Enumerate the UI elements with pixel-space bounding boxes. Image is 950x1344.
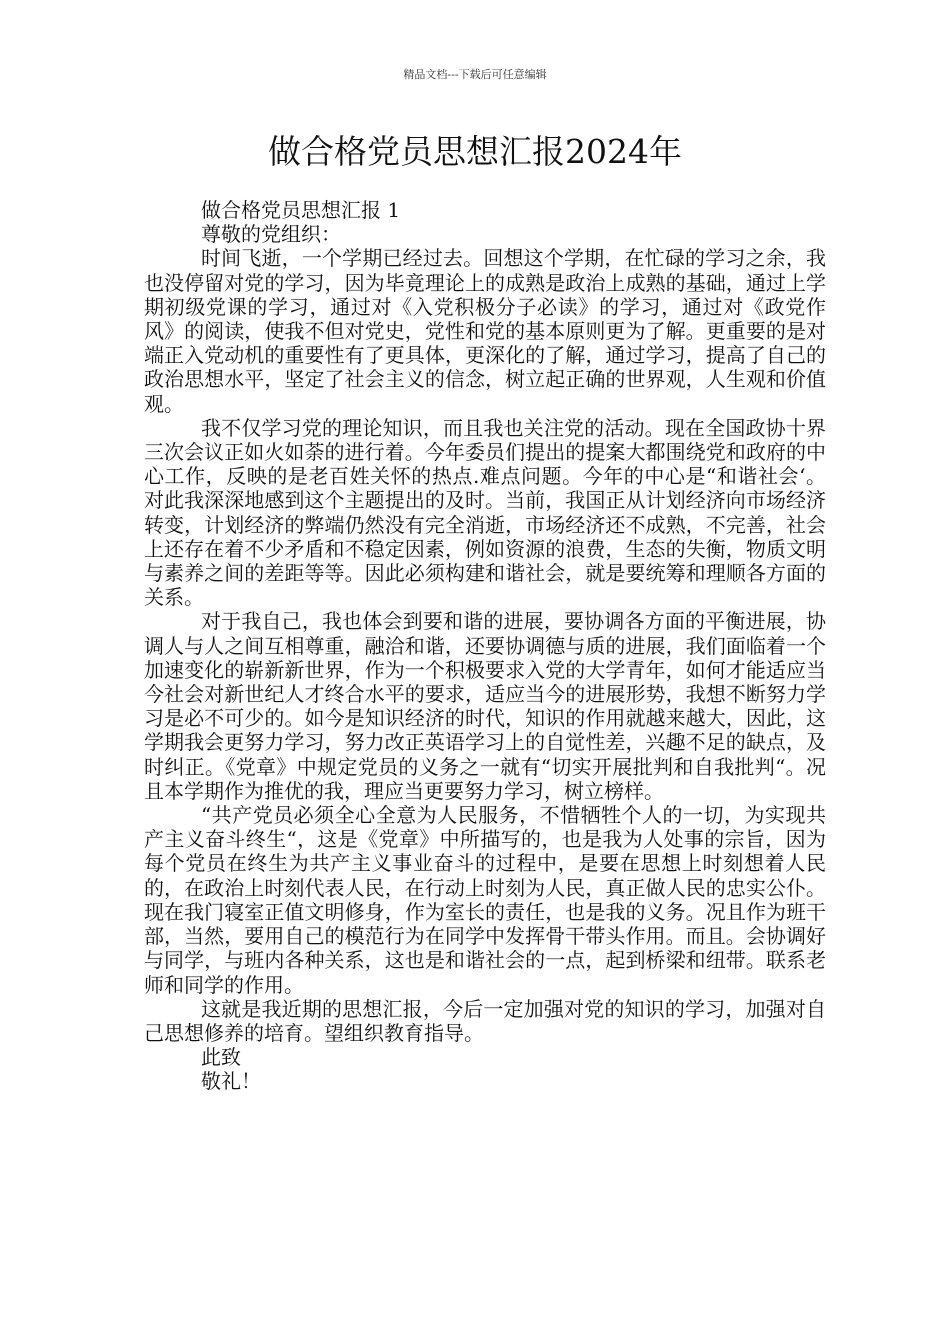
subtitle: 做合格党员思想汇报 1 [201, 198, 401, 222]
paragraph-2: 我不仅学习党的理论知识，而且我也关注党的活动。现在全国政协十界三次会议正如火如荼的进行着。今年委员们提出的提案大都围绕党和政府的中心工作，反映的是老百姓关怀的热点.难点问题。今年的中心是“和谐社会‘。对此我深深地感到这个主题提出的及时。当前，我国正从计划经济向市场经济转变，计划经济的弊端仍然没有完全消逝，市场经济还不成熟，不完善，社会上还存在着不少矛盾和不稳定因素，例如资源的浪费，生态的失衡，物质文明与素养之间的差距等等。因此必须构建和谐社会，就是要统筹和理顺各方面的关系。 [144, 415, 826, 610]
document-body [144, 198, 826, 1094]
document-title: 做合格党员思想汇报2024年 [268, 132, 682, 171]
paragraph-4: “共产党员必须全心全意为人民服务，不惜牺牲个人的一切，为实现共产主义奋斗终生“，这是《党章》中所描写的，也是我为人处事的宗旨，因为每个党员在终生为共产主义事业奋斗的过程中，是要在思想上时刻想着人民的，在政治上时刻代表人民，在行动上时刻为人民，真正做人民的忠实公仆。现在我门寝室正值文明修身，作为室长的责任，也是我的义务。况且作为班干部，当然，要用自己的模范行为在同学中发挥骨干带头作用。而且。会协调好与同学，与班内各种关系，这也是和谐社会的一点，起到桥梁和纽带。联系老师和同学的作用。 [144, 803, 826, 997]
salutation: 尊敬的党组织： [201, 222, 341, 247]
header-note: 精品文档---下载后可任意编辑 [403, 68, 547, 81]
paragraph-1: 时间飞逝，一个学期已经过去。回想这个学期，在忙碌的学习之余，我也没停留对党的学习，因为毕竟理论上的成熟是政治上成熟的基础，通过上学期初级党课的学习，通过对《入党积极分子必读》的学习，通过对《政党作风》的阅读，使我不但对党史，党性和党的基本原则更为了解。更重要的是对端正入党动机的重要性有了更具体，更深化的了解，通过学习，提高了自己的政治思想水平，坚定了社会主义的信念，树立起正确的世界观，人生观和价值观。 [144, 246, 826, 416]
closing-line-1: 此致 [201, 1045, 241, 1070]
paragraph-3: 对于我自己，我也体会到要和谐的进展，要协调各方面的平衡进展，协调人与人之间互相尊重，融洽和谐，还要协调德与质的进展，我们面临着一个加速变化的崭新新世界，作为一个积极要求入党的大学青年，如何才能适应当今社会对新世纪人才终合水平的要求，适应当今的进展形势，我想不断努力学习是必不可少的。如今是知识经济的时代，知识的作用就越来越大，因此，这学期我会更努力学习，努力改正英语学习上的自觉性差，兴趣不足的缺点，及时纠正。《党章》中规定党员的义务之一就有“切实开展批判和自我批判“。况且本学期作为推优的我，理应当更要努力学习，树立榜样。 [144, 609, 826, 803]
closing-line-2: 敬礼！ [201, 1069, 261, 1094]
paragraph-5: 这就是我近期的思想汇报，今后一定加强对党的知识的学习，加强对自己思想修养的培育。望组织教育指导。 [144, 996, 826, 1045]
